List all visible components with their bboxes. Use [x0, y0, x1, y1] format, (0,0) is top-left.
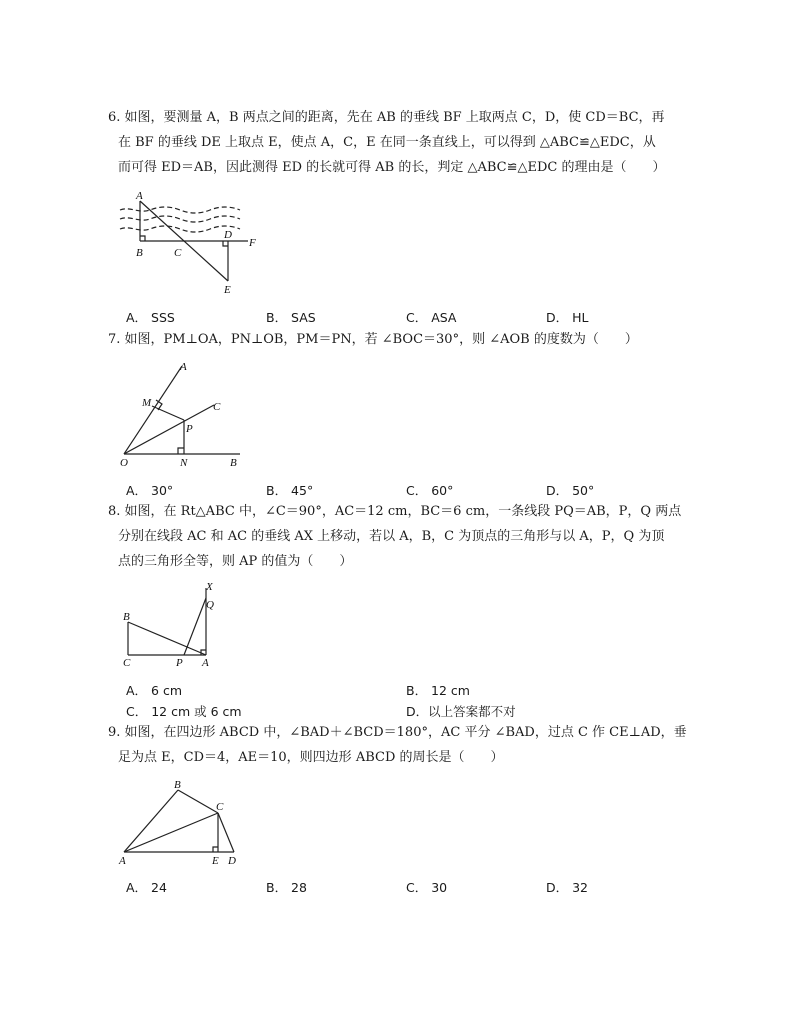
- q9-right-angle-e: [213, 847, 218, 852]
- q8-stem-line-3: 点的三角形全等，则 AP 的值为（ ）: [118, 554, 353, 569]
- q6-option-b[interactable]: B． SAS: [266, 310, 316, 325]
- q6-stem-line-1: 6. 如图，要测量 A，B 两点之间的距离，先在 AB 的垂线 BF 上取两点 C，D，使 CD＝BC，再: [108, 110, 665, 125]
- q6-stem-line-3: 而可得 ED＝AB，因此测得 ED 的长就可得 AB 的长，判定 △ABC≌△EDC 的理由是（ ）: [118, 160, 666, 175]
- q9-figure: [116, 778, 246, 868]
- q9-stem-line-1: 9. 如图，在四边形 ABCD 中，∠BAD＋∠BCD＝180°，AC 平分 ∠BAD，过点 C 作 CE⊥AD，垂: [108, 725, 687, 740]
- q6-label-a: A: [136, 190, 143, 202]
- q7-ray-oa: [124, 366, 182, 454]
- q6-figure: [108, 186, 278, 298]
- q8-label-a: A: [202, 657, 209, 668]
- q7-label-o: O: [120, 457, 128, 469]
- q7-label-m: M: [142, 397, 152, 409]
- q8-stem-line-2: 分别在线段 AC 和 AC 的垂线 AX 上移动，若以 A，B，C 为顶点的三角形与以 A，P，Q 为顶: [118, 529, 665, 544]
- q9-segment-bc: [178, 790, 218, 813]
- q7-stem-line-1: 7. 如图，PM⊥OA，PN⊥OB，PM＝PN，若 ∠BOC＝30°，则 ∠AOB 的度数为（ ）: [108, 332, 638, 347]
- q6-river-line-3: [120, 226, 240, 232]
- q6-right-angle-b: [140, 236, 145, 241]
- q9-label-b: B: [174, 779, 181, 791]
- q7-label-p: P: [186, 423, 193, 435]
- q7-option-c[interactable]: C． 60°: [406, 483, 454, 498]
- q8-label-x: X: [206, 581, 213, 593]
- q8-option-b[interactable]: B． 12 cm: [406, 683, 470, 698]
- q7-segment-pm: [152, 406, 184, 420]
- q9-label-e: E: [212, 855, 219, 867]
- q7-label-c: C: [213, 401, 221, 413]
- q6-right-angle-d: [223, 241, 228, 246]
- q9-option-c[interactable]: C． 30: [406, 880, 448, 895]
- q9-option-a[interactable]: A． 24: [126, 880, 167, 895]
- q8-label-b: B: [123, 611, 130, 623]
- q6-label-e: E: [224, 284, 231, 296]
- q7-label-n: N: [180, 457, 188, 469]
- q9-option-b[interactable]: B． 28: [266, 880, 307, 895]
- q7-option-d[interactable]: D． 50°: [546, 483, 595, 498]
- q6-option-c[interactable]: C． ASA: [406, 310, 457, 325]
- q6-label-f: F: [249, 237, 256, 249]
- q8-stem-line-1: 8. 如图，在 Rt△ABC 中，∠C＝90°，AC＝12 cm，BC＝6 cm，一条线段 PQ＝AB，P，Q 两点: [108, 504, 682, 519]
- q9-segment-cd: [218, 813, 234, 852]
- q6-option-a[interactable]: A． SSS: [126, 310, 175, 325]
- q6-option-d[interactable]: D． HL: [546, 310, 589, 325]
- q8-label-c: C: [123, 657, 131, 668]
- q9-label-d: D: [228, 855, 236, 867]
- q8-option-c[interactable]: C． 12 cm 或 6 cm: [126, 704, 242, 719]
- q6-river-line-2: [120, 216, 240, 222]
- q8-option-d[interactable]: D．以上答案都不对: [406, 704, 516, 719]
- q9-option-d[interactable]: D． 32: [546, 880, 589, 895]
- q6-label-d: D: [224, 229, 232, 241]
- q9-stem-line-2: 足为点 E，CD＝4，AE＝10，则四边形 ABCD 的周长是（ ）: [118, 750, 504, 765]
- q9-label-a: A: [119, 855, 126, 867]
- q8-label-p: P: [176, 657, 183, 668]
- q7-right-angle-n: [178, 448, 184, 454]
- q8-option-a[interactable]: A． 6 cm: [126, 683, 182, 698]
- q8-segment-pq: [184, 598, 206, 655]
- q9-segment-ac: [124, 813, 218, 852]
- q7-option-a[interactable]: A． 30°: [126, 483, 174, 498]
- q7-ray-oc: [124, 405, 214, 454]
- q8-figure: [118, 580, 228, 668]
- q6-label-b: B: [136, 247, 143, 259]
- q8-label-q: Q: [206, 599, 214, 611]
- q7-label-b: B: [230, 457, 237, 469]
- q7-label-a: A: [180, 361, 187, 373]
- q9-label-c: C: [216, 801, 224, 813]
- q6-stem-line-2: 在 BF 的垂线 DE 上取点 E，使点 A，C，E 在同一条直线上，可以得到 △ABC≌△EDC，从: [118, 135, 656, 150]
- q9-segment-ab: [124, 790, 178, 852]
- q6-river-line-1: [120, 207, 240, 213]
- q7-option-b[interactable]: B． 45°: [266, 483, 314, 498]
- q7-figure: [110, 360, 250, 472]
- q6-label-c: C: [174, 247, 182, 259]
